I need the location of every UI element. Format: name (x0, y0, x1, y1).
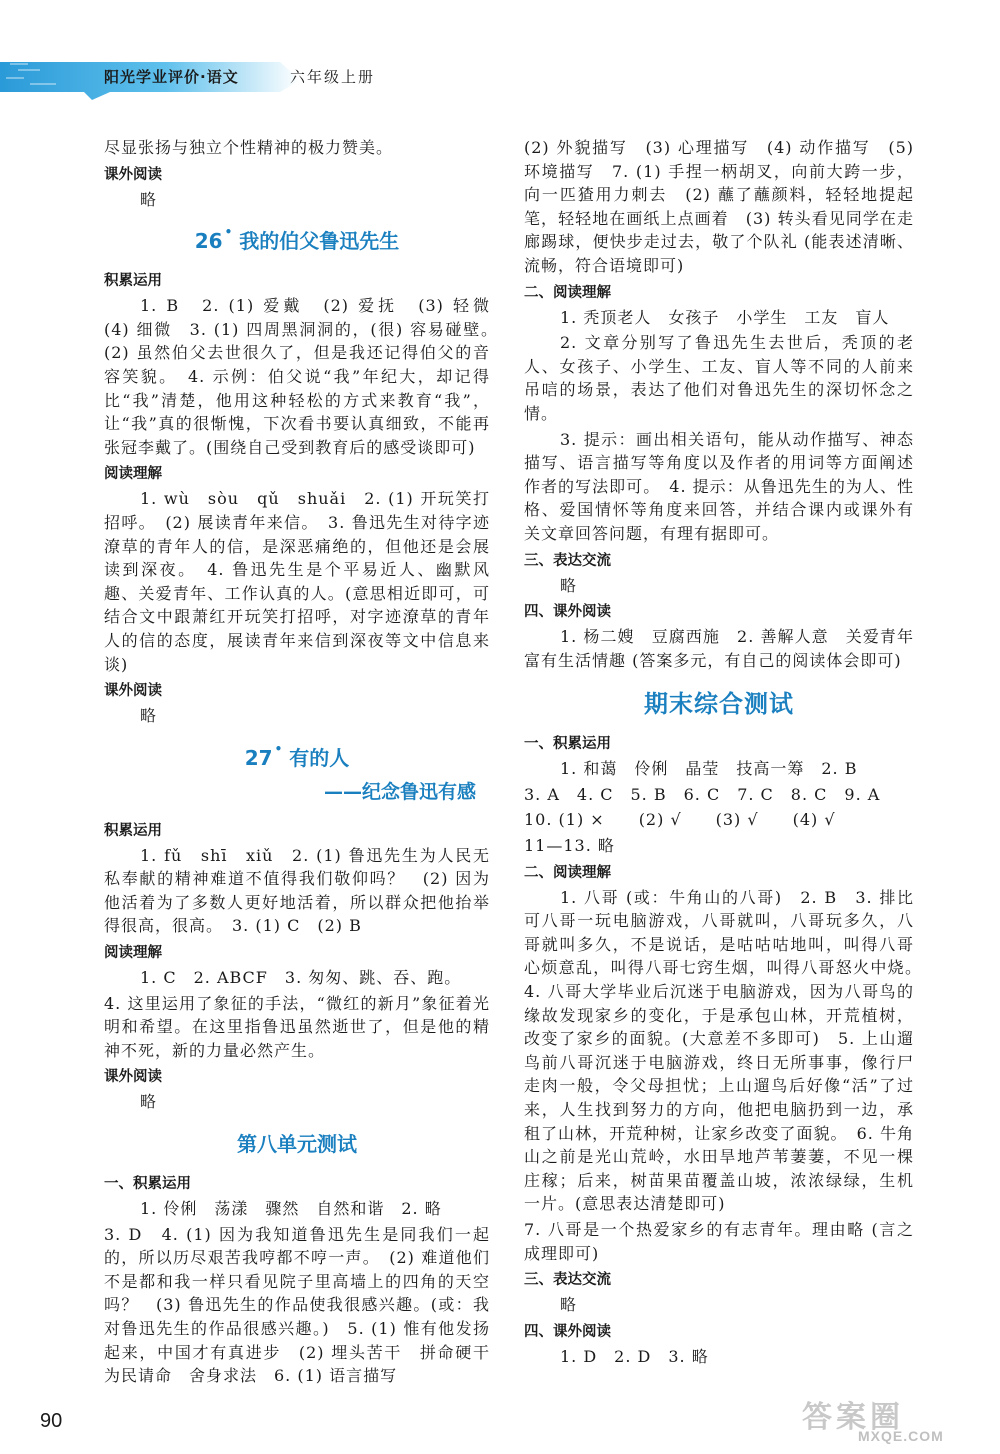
paragraph: 1. 和蔼 伶俐 晶莹 技高一筹 2. B (560, 759, 858, 779)
lesson-number: 27 (244, 745, 273, 770)
paragraph: 1. 八哥 (或：牛角山的八哥) 2. B 3. 排比 可八哥一玩电脑游戏，八哥就叫，八哥玩多久，八哥就叫多久，不是说话，是咕咕咕地叫，叫得八哥心烦意乱，叫得八哥七窍生烟，叫得八哥怒火中烧。 4. 八哥大学毕业后沉迷于电脑游戏，因为八哥鸟的缘故发现家乡的变化，于是承包山林，开荒植树，改变了家乡的面貌。(大意差不多即可) 5. 上山遛鸟前八哥沉迷于电脑游戏，终日无所事事，像行尸走肉一般，令父母担忧；上山遛鸟后好像“活”了过来，人生找到努力的方向，他把电脑扔到一边，承租了山林，开荒种树，让家乡改变了面貌。 6. 牛角山之前是光山荒岭，水田旱地芦苇萋萋，不见一棵庄稼；后来，树苗果苗覆盖山坡，浓浓绿绿，生机一片。(意思表达清楚即可) (524, 887, 932, 1214)
section-heading: 三、表达交流 (524, 552, 611, 569)
star-marker: • (224, 225, 233, 240)
lesson-27-title (104, 742, 490, 771)
paragraph: 1. fǔ shī xiǔ 2. (1) 鲁迅先生为人民无私奉献的精神难道不值得我们敬仰吗？ (2) 因为他活着为了多数人更好地活着，所以群众把他抬举得很高，很高。 3. (1) C (2) B (104, 845, 490, 936)
lesson-subtitle: ——纪念鲁迅有感 (323, 780, 476, 803)
paragraph: 1. wù sòu qǔ shuǎi 2. (1) 开玩笑打招呼。 (2) 展读青年来信。 3. 鲁迅先生对待字迹潦草的青年人的信，是深恶痛绝的，但他还是会展读到深夜。 4. 鲁迅先生是个平易近人、幽默风趣、关爱青年、工作认真的人。(意思相近即可，可结合文中跟萧红开玩笑打招呼，对字迹潦草的青年人的信的态度，展读青年来信到深夜等文中信息来谈) (104, 489, 490, 674)
section-heading: 二、阅读理解 (524, 284, 611, 301)
section-heading: 四、课外阅读 (524, 1323, 611, 1340)
star-marker: • (274, 741, 283, 756)
answer-omitted: 略 (560, 1295, 578, 1315)
section-heading: 二、阅读理解 (524, 864, 611, 881)
header-grade: 六年级上册 (290, 68, 376, 86)
watermark-url: MXQE.COM (858, 1428, 944, 1444)
paragraph: 尽显张扬与独立个性精神的极力赞美。 (104, 138, 394, 157)
lesson-title: 有的人 (289, 745, 350, 770)
section-heading: 课外阅读 (104, 1069, 162, 1086)
paragraph: 1. 秃顶老人 女孩子 小学生 工友 盲人 (560, 307, 890, 327)
right-column (524, 136, 932, 1370)
section-heading: 积累运用 (104, 273, 162, 290)
section-heading: 一、积累运用 (524, 736, 611, 753)
section-heading: 阅读理解 (104, 945, 162, 962)
paragraph: 1. B 2. (1) 爱戴 (2) 爱抚 (3) 轻微 (4) 细微 3. (1) 四周黑洞洞的，(很) 容易碰壁。 (2) 虽然伯父去世很久了，但是我还记得伯父的音容笑貌。 4. 示例：伯父说“我”年纪大，却记得比“我”清楚，他用这种轻松的方式来教育“我”，让“我”真的很惭愧，下次看书要认真细致，不能再张冠李戴了。(围绕自己受到教育后的感受谈即可) (104, 296, 508, 457)
lesson-title: 我的伯父鲁迅先生 (239, 229, 400, 254)
final-test-title: 期末综合测试 (644, 690, 794, 719)
paragraph: 7. 八哥是一个热爱家乡的有志青年。理由略 (言之成理即可) (524, 1219, 914, 1263)
section-heading: 课外阅读 (104, 683, 162, 700)
paragraph: 1. 杨二嫂 豆腐西施 2. 善解人意 关爱青年 富有生活情趣 (答案多元，有自己的阅读体会即可) (524, 627, 932, 670)
unit-8-test-title: 第八单元测试 (237, 1132, 357, 1157)
section-heading: 四、课外阅读 (524, 604, 611, 621)
paragraph: 3. 提示：画出相关语句，能从动作描写、神态描写、语言描写等角度以及作者的用词等方面阐述作者的写法即可。 4. 提示：从鲁迅先生的为人、性格、爱国情怀等角度来回答，并结合课内或课外有关文章回答问题，有理有据即可。 (524, 429, 914, 543)
paragraph: 3. A 4. C 5. B 6. C 7. C 8. C 9. A (524, 784, 881, 804)
section-heading: 一、积累运用 (104, 1176, 191, 1193)
watermark-logo (788, 1392, 968, 1442)
paragraph: (2) 外貌描写 (3) 心理描写 (4) 动作描写 (5) 环境描写 7. (1) 手捏一柄胡叉，向前大跨一步，向一匹猹用力刺去 (2) 蘸了蘸颜料，轻轻地提起笔，轻轻地在画纸上点画着 (3) 转头看见同学在走廊踢球，便快步走过去，敬了个队礼 (能表述清晰、流畅，符合语境即可) (524, 138, 921, 275)
paragraph: 1. C 2. ABCF 3. 匆匆、跳、吞、跑。 (140, 968, 462, 988)
section-heading: 积累运用 (104, 822, 162, 839)
paragraph: 1. 伶俐 荡漾 骤然 自然和谐 2. 略 (140, 1199, 442, 1219)
page-header (0, 56, 400, 100)
lesson-number: 26 (194, 229, 223, 254)
answer-omitted: 略 (140, 706, 158, 726)
paragraph: 3. D 4. (1) 因为我知道鲁迅先生是同我们一起的，所以历尽艰苦我哼都不哼一声。 (2) 难道他们不是都和我一样只看见院子里高墙上的四角的天空吗？ (3) 鲁迅先生的作品使我很感兴趣。(或：我对鲁迅先生的作品很感兴趣。) 5. (1) 惟有他发扬起来，中国才有真进步 (2) 埋头苦干 拼命硬干 为民请命 舍身求法 6. (1) 语言描写 (104, 1224, 508, 1386)
watermark-text: 答案圈 (802, 1400, 904, 1435)
section-heading: 阅读理解 (104, 466, 162, 483)
lesson-26-title (104, 225, 490, 254)
page-number: 90 (40, 1410, 63, 1432)
answer-omitted: 略 (140, 1092, 158, 1112)
answer-omitted: 略 (560, 575, 578, 595)
paragraph: 2. 文章分别写了鲁迅先生去世后，秃顶的老人、女孩子、小学生、工友、盲人等不同的人前来吊唁的场景，表达了他们对鲁迅先生的深切怀念之情。 (524, 333, 914, 423)
paragraph: 4. 这里运用了象征的手法，“微红的新月”象征着光明和希望。在这里指鲁迅虽然逝世了，但是他的精神不死，新的力量必然产生。 (104, 993, 490, 1060)
section-heading: 课外阅读 (104, 166, 162, 183)
section-heading: 三、表达交流 (524, 1272, 611, 1289)
paragraph: 10. (1) × (2) √ (3) √ (4) √ (524, 810, 836, 830)
paragraph: 11—13. 略 (524, 836, 615, 856)
answer-omitted: 略 (140, 189, 158, 209)
left-column (104, 136, 508, 1390)
paragraph: 1. D 2. D 3. 略 (560, 1346, 709, 1366)
header-title: 阳光学业评价·语文 (104, 68, 239, 86)
